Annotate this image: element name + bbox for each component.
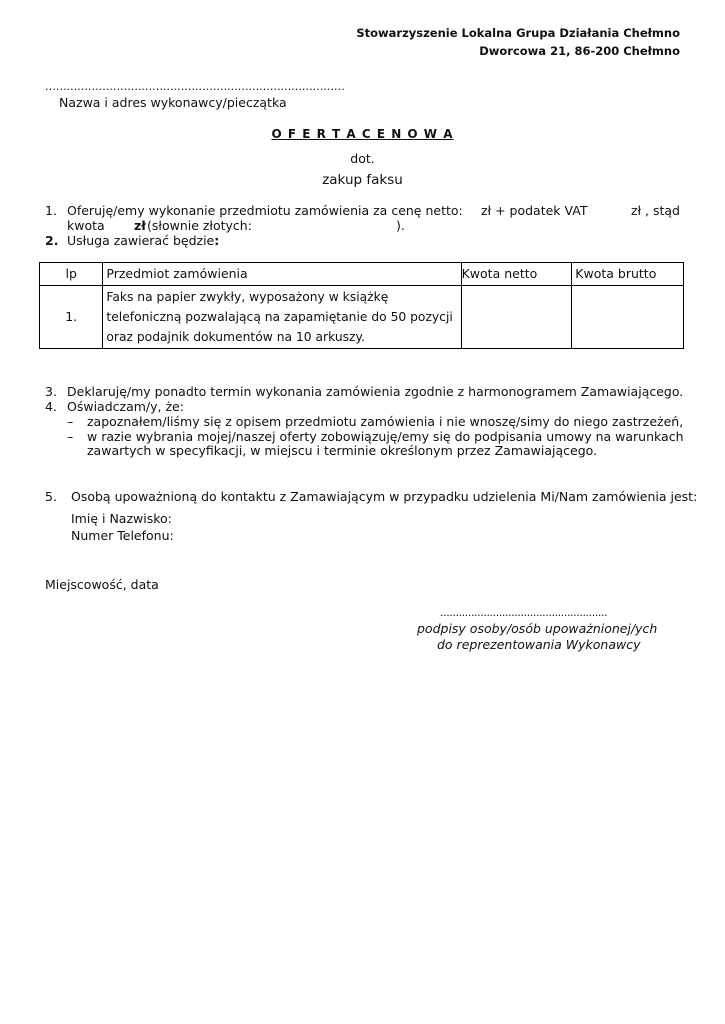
item-2-text	[67, 233, 219, 248]
bullet-2-dash: –	[67, 429, 74, 444]
item-1-currency: zł	[134, 218, 146, 233]
declaration-4-number: 4.	[45, 399, 57, 414]
item-1-words-label: (słownie złotych:	[147, 218, 252, 233]
row-netto[interactable]	[461, 286, 572, 349]
contractor-dots: …………………………………………………………………………	[45, 80, 345, 93]
header-lp: lp	[40, 263, 103, 286]
bullet-2-text-line-2: zawartych w specyfikacji, w miejscu i terminie określonym przez Zamawiającego.	[87, 443, 598, 458]
row-description: Faks na papier zwykły, wyposażony w książkę telefoniczną pozwalającą na zapamiętanie do 50 pozycji oraz podajnik dokumentów na 10 arkuszy.	[103, 286, 461, 349]
org-address: Dworcowa 21, 86-200 Chełmno	[479, 44, 680, 58]
table-header-row	[40, 263, 684, 286]
signature-dots: ......................................................	[440, 606, 608, 619]
title-dot: dot.	[350, 151, 375, 166]
row-lp: 1.	[40, 286, 103, 349]
item-2-colon: :	[214, 233, 220, 248]
item-1-vat: zł + podatek VAT	[481, 203, 588, 218]
contact-number: 5.	[45, 489, 57, 504]
title-subject: zakup faksu	[322, 172, 403, 188]
row-brutto[interactable]	[572, 286, 684, 349]
item-1-close: ).	[396, 218, 405, 233]
contact-text: Osobą upoważnioną do kontaktu z Zamawiającym w przypadku udzielenia Mi/Nam zamówienia jest:	[71, 489, 698, 504]
item-1-number: 1.	[45, 203, 57, 218]
item-2-label: Usługa zawierać będzie	[67, 233, 215, 248]
declaration-4-text: Oświadczam/y, że:	[67, 399, 184, 414]
offer-table	[39, 262, 684, 349]
page-title: O F E R T A C E N O W A	[271, 127, 454, 141]
name-label: Imię i Nazwisko:	[71, 511, 172, 526]
phone-label: Numer Telefonu:	[71, 528, 174, 543]
place-date-label: Miejscowość, data	[45, 577, 159, 592]
org-name: Stowarzyszenie Lokalna Grupa Działania Chełmno	[356, 26, 680, 40]
bullet-2-text-line-1: w razie wybrania mojej/naszej oferty zobowiązuję/emy się do podpisania umowy na warunkach	[87, 429, 684, 444]
bullet-1-dash: –	[67, 414, 74, 429]
signature-line-2: do reprezentowania Wykonawcy	[437, 637, 641, 652]
header-brutto: Kwota brutto	[572, 263, 684, 286]
declaration-3-text: Deklaruję/my ponadto termin wykonania zamówienia zgodnie z harmonogramem Zamawiającego.	[67, 384, 684, 399]
signature-line-1: podpisy osoby/osób upoważnionej/ych	[417, 621, 658, 636]
header-subject: Przedmiot zamówienia	[103, 263, 461, 286]
item-1-tail: zł , stąd	[630, 203, 680, 218]
table-row	[40, 286, 684, 349]
item-2-number: 2.	[45, 233, 59, 248]
declaration-3-number: 3.	[45, 384, 57, 399]
header-netto: Kwota netto	[461, 263, 572, 286]
item-1-text: Oferuję/emy wykonanie przedmiotu zamówienia za cenę netto:	[67, 203, 463, 218]
item-1-amount-label: kwota	[67, 218, 105, 233]
bullet-1-text: zapoznałem/liśmy się z opisem przedmiotu zamówienia i nie wnoszę/simy do niego zastrzeżeń,	[87, 414, 684, 429]
contractor-label: Nazwa i adres wykonawcy/pieczątka	[59, 95, 287, 110]
